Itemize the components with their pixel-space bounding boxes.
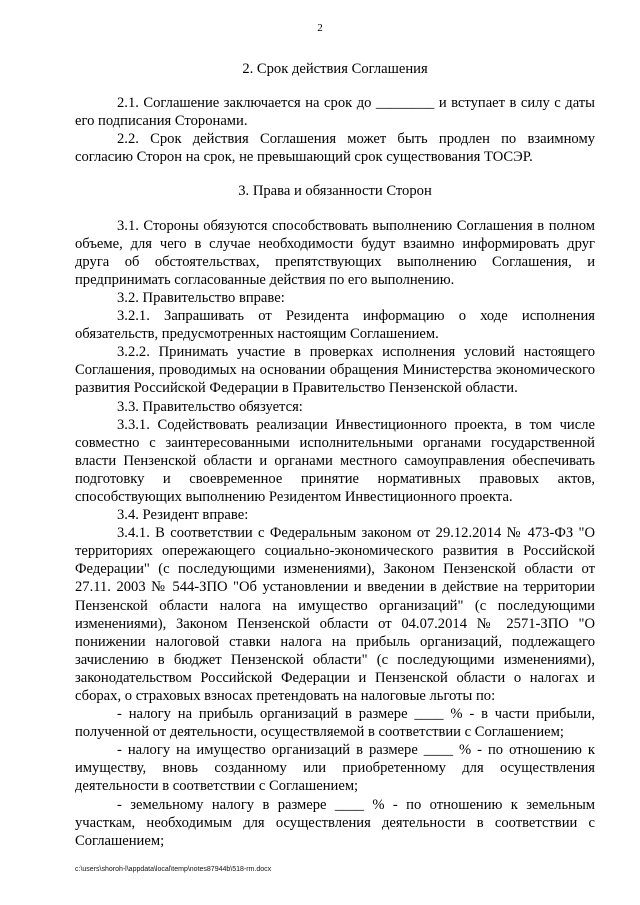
section-2-heading: 2. Срок действия Соглашения <box>242 61 428 77</box>
paragraph-3-3-1: 3.3.1. Содействовать реализации Инвестиционного проекта, в том числе совместно с заинтересованными исполнительными органами государственной власти Пензенской области и органами местного самоуправления обеспечивать подготовку и своевременное принятие нормативных правовых актов, способствующих выполнению Резидентом Инвестиционного проекта. <box>75 416 595 505</box>
paragraph-3-1: 3.1. Стороны обязуются способствовать выполнению Соглашения в полном объеме, для чего в случае необходимости будут взаимно информировать друг друга об обстоятельствах, препятствующих выполнению Соглашения, и предпринимать согласованные действия по его выполнению. <box>75 217 595 288</box>
list-item-land-tax: - земельному налогу в размере ____ % - по отношению к земельным участкам, необходимым для осуществления деятельности в соответствии с Соглашением; <box>75 796 595 849</box>
list-item-profit-tax: - налогу на прибыль организаций в размере ____ % - в части прибыли, полученной от деятельности, осуществляемой в соответствии с Соглашением; <box>75 706 595 741</box>
paragraph-3-3: 3.3. Правительство обязуется: <box>117 398 303 415</box>
document-body <box>75 60 595 850</box>
paragraph-3-2-2: 3.2.2. Принимать участие в проверках исполнения условий настоящего Соглашения, проводимых на основании обращения Министерства экономического развития Российской Федерации в Правительство Пензенской области. <box>75 344 595 397</box>
paragraph-3-2: 3.2. Правительство вправе: <box>117 289 285 306</box>
paragraph-2-1: 2.1. Соглашение заключается на срок до ________ и вступает в силу с даты его подписания Сторонами. <box>75 95 595 130</box>
section-3-heading: 3. Права и обязанности Сторон <box>238 183 432 200</box>
footer-file-path: c:\users\shoroh-l\appdata\local\temp\notes87944b\518-rm.docx <box>75 866 272 873</box>
paragraph-2-2: 2.2. Срок действия Соглашения может быть продлен по взаимному согласию Сторон на срок, не превышающий срок существования ТОСЭР. <box>75 131 595 166</box>
page-number: 2 <box>317 22 323 34</box>
list-item-property-tax: - налогу на имущество организаций в размере ____ % - по отношению к имуществу, вновь созданному или приобретенному для осуществления деятельности в соответствии с Соглашением; <box>75 742 595 795</box>
paragraph-3-4: 3.4. Резидент вправе: <box>117 507 249 524</box>
paragraph-3-2-1: 3.2.1. Запрашивать от Резидента информацию о ходе исполнения обязательств, предусмотренных настоящим Соглашением. <box>75 308 595 343</box>
paragraph-3-4-1: 3.4.1. В соответствии с Федеральным законом от 29.12.2014 № 473-ФЗ "О территориях опережающего социально-экономического развития в Российской Федерации" (с последующими изменениями), Законом Пензенской области от 27.11. 2003 № 544-ЗПО "Об установлении и введении в действие на территории Пензенской области налога на имущество организаций" (с последующими изменениями), Законом Пензенской области от 04.07.2014 № 2571-ЗПО "О понижении налоговой ставки налога на прибыль организаций, подлежащего зачислению в бюджет Пензенской области" (с последующими изменениями), законодательством Российской Федерации и Пензенской области о налогах и сборах, о страховых взносах претендовать на налоговые льготы по: <box>75 525 595 704</box>
